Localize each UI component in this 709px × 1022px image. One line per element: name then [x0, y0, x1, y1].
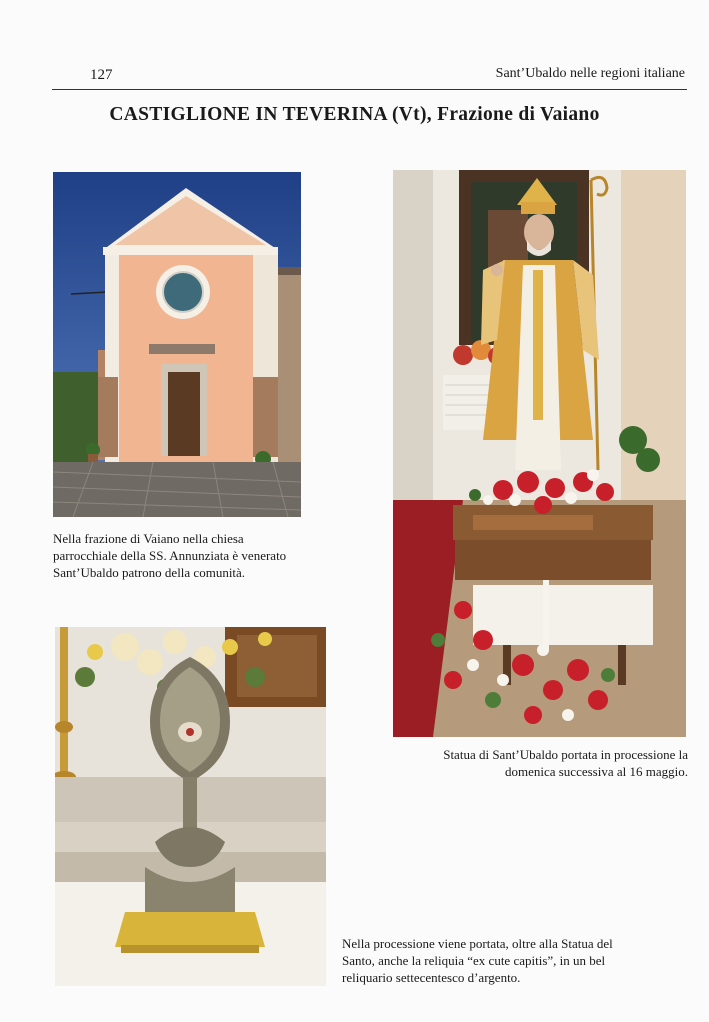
church-photo — [53, 172, 301, 517]
statue-caption: Statua di Sant’Ubaldo portata in processione la domenica successiva al 16 maggio. — [443, 747, 688, 779]
page-number: 127 — [90, 67, 113, 83]
running-title: Sant’Ubaldo nelle regioni italiane — [495, 66, 685, 81]
header-rule — [52, 89, 687, 90]
statue-photo — [393, 170, 686, 737]
reliquary-caption: Nella processione viene portata, oltre alla Statua del Santo, anche la reliquia “ex cute capitis”, in un bel reliquario settecentesco d’argento. — [342, 936, 613, 985]
reliquary-photo — [55, 627, 326, 986]
church-caption: Nella frazione di Vaiano nella chiesa parrocchiale della SS. Annunziata è venerato Sant’Ubaldo patrono della comunità. — [53, 531, 287, 580]
page-title: CASTIGLIONE IN TEVERINA (Vt), Frazione di Vaiano — [109, 104, 600, 125]
